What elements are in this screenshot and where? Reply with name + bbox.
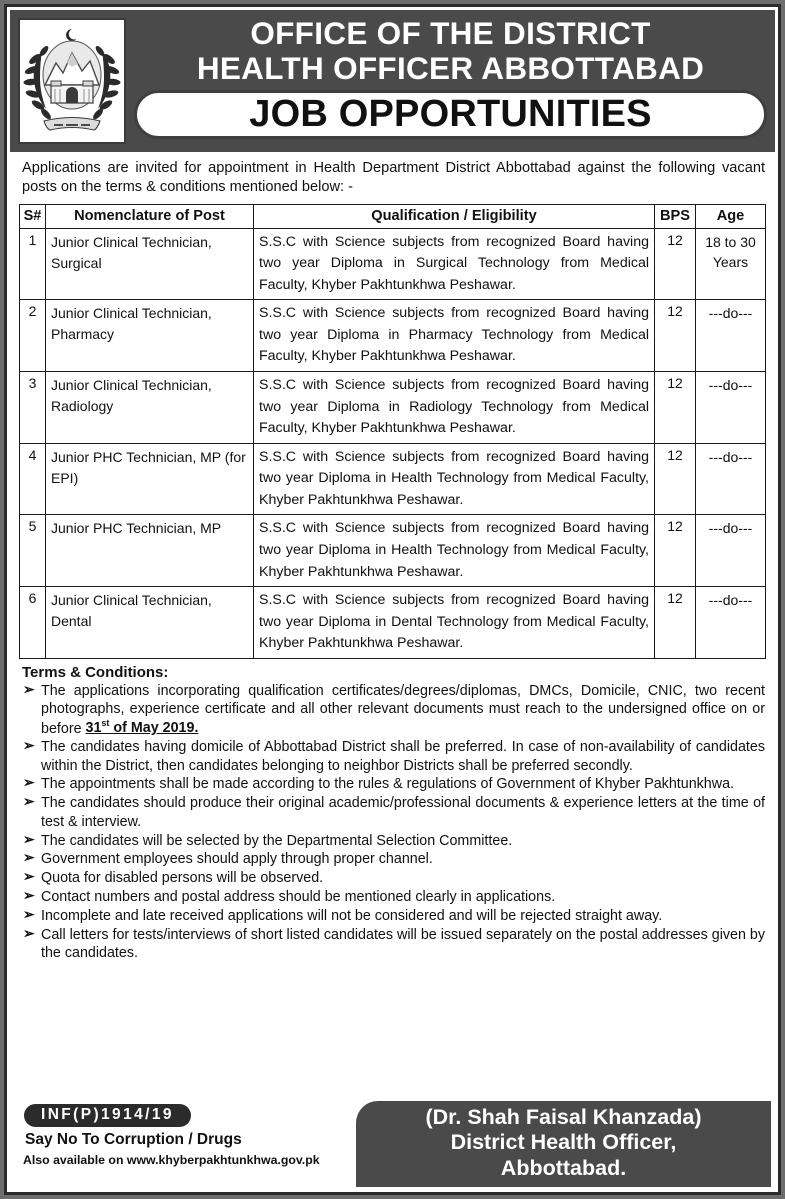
vacancies-table — [19, 204, 766, 659]
cell-sn: 3 — [20, 371, 46, 443]
advertisement-frame — [4, 4, 781, 1195]
application-deadline — [86, 720, 199, 736]
term-item — [22, 832, 765, 850]
term-text: Incomplete and late received applications will not be considered and will be rejected straight away. — [41, 907, 663, 924]
term-text: The appointments shall be made according to the rules & regulations of Government of Khyber Pakhtunkhwa. — [41, 776, 735, 793]
term-text: Government employees should apply through proper channel. — [41, 851, 433, 868]
terms-and-conditions-section — [10, 659, 775, 1101]
cell-nomenclature: Junior PHC Technician, MP — [46, 515, 254, 587]
deadline-day: 31 — [85, 720, 102, 737]
cell-qualification: S.S.C with Science subjects from recognized Board having two year Diploma in Health Technology from Medical Faculty, Khyber Pakhtunkhwa Peshawar. — [254, 443, 655, 515]
cell-sn: 1 — [20, 228, 46, 300]
table-row — [20, 300, 766, 372]
bullet-arrow-icon: ➢ — [23, 849, 35, 866]
cell-nomenclature: Junior Clinical Technician, Surgical — [46, 228, 254, 300]
header-banner — [10, 10, 775, 152]
column-header-sn: S# — [20, 204, 46, 228]
term-item — [22, 682, 765, 738]
inf-number-badge: INF(P)1914/19 — [24, 1104, 191, 1127]
cell-age: ---do--- — [696, 587, 766, 659]
cell-sn: 5 — [20, 515, 46, 587]
term-item — [22, 888, 765, 906]
cell-sn: 4 — [20, 443, 46, 515]
bullet-arrow-icon: ➢ — [23, 924, 35, 941]
cell-nomenclature: Junior Clinical Technician, Pharmacy — [46, 300, 254, 372]
intro-paragraph: Applications are invited for appointment in Health Department District Abbottabad against the following vacant posts on the terms & conditions mentioned below: - — [22, 160, 765, 196]
table-row — [20, 228, 766, 300]
terms-title: Terms & Conditions: — [22, 663, 169, 681]
cell-qualification: S.S.C with Science subjects from recognized Board having two year Diploma in Surgical Technology from Medical Faculty, Khyber Pakhtunkhwa Peshawar. — [254, 228, 655, 300]
bullet-arrow-icon: ➢ — [23, 793, 35, 810]
term-text: Quota for disabled persons will be observed. — [41, 870, 324, 887]
office-title-line2: HEALTH OFFICER ABBOTTABAD — [196, 50, 705, 87]
cell-age: 18 to 30 Years — [696, 228, 766, 300]
office-title — [130, 14, 775, 87]
cell-age: ---do--- — [696, 300, 766, 372]
table-row — [20, 515, 766, 587]
term-item — [22, 850, 765, 868]
anti-corruption-slogan: Say No To Corruption / Drugs — [25, 1131, 242, 1148]
cell-bps: 12 — [655, 371, 696, 443]
cell-nomenclature: Junior Clinical Technician, Radiology — [46, 371, 254, 443]
footer-section — [18, 1101, 771, 1187]
bullet-arrow-icon: ➢ — [23, 774, 35, 791]
cell-age: ---do--- — [696, 371, 766, 443]
term-text: The candidates will be selected by the Departmental Selection Committee. — [41, 832, 513, 849]
bullet-arrow-icon: ➢ — [23, 830, 35, 847]
signatory-block — [356, 1101, 771, 1187]
cell-qualification: S.S.C with Science subjects from recognized Board having two year Diploma in Health Technology from Medical Faculty, Khyber Pakhtunkhwa Peshawar. — [254, 515, 655, 587]
cell-bps: 12 — [655, 587, 696, 659]
bullet-arrow-icon: ➢ — [23, 905, 35, 922]
kp-government-emblem-icon — [18, 18, 126, 144]
term-item — [22, 775, 765, 793]
term-item — [22, 869, 765, 887]
cell-bps: 12 — [655, 300, 696, 372]
bullet-arrow-icon: ➢ — [23, 680, 35, 697]
footer-left-group — [18, 1101, 356, 1187]
signatory-name: (Dr. Shah Faisal Khanzada) — [425, 1104, 702, 1129]
column-header-age: Age — [696, 204, 766, 228]
term-text: The candidates having domicile of Abbottabad District shall be preferred. In case of non-availability of candidates within the District, then candidates belonging to neighbor Districts shall be preferred secondly. — [41, 739, 765, 774]
header-text-group — [130, 10, 775, 152]
bullet-arrow-icon: ➢ — [23, 868, 35, 885]
website-availability-note: Also available on www.khyberpakhtunkhwa.gov.pk — [23, 1153, 320, 1167]
term-item — [22, 907, 765, 925]
cell-age: ---do--- — [696, 515, 766, 587]
cell-bps: 12 — [655, 515, 696, 587]
term-text: Contact numbers and postal address should be mentioned clearly in applications. — [41, 889, 556, 906]
cell-qualification: S.S.C with Science subjects from recognized Board having two year Diploma in Radiology Technology from Medical Faculty, Khyber Pakhtunkhwa Peshawar. — [254, 371, 655, 443]
cell-bps: 12 — [655, 228, 696, 300]
column-header-nomenclature: Nomenclature of Post — [46, 204, 254, 228]
cell-sn: 6 — [20, 587, 46, 659]
cell-nomenclature: Junior PHC Technician, MP (for EPI) — [46, 443, 254, 515]
cell-sn: 2 — [20, 300, 46, 372]
terms-list — [22, 682, 765, 963]
signatory-title: District Health Officer, — [450, 1130, 677, 1155]
deadline-rest: of May 2019. — [109, 720, 199, 737]
column-header-bps: BPS — [655, 204, 696, 228]
bullet-arrow-icon: ➢ — [23, 887, 35, 904]
term-text: The applications incorporating qualification certificates/degrees/diplomas, DMCs, Domicile, CNIC, two recent photographs, experience certificate and all other relevant documents must reach to the undersigned office on or before — [41, 682, 765, 737]
column-header-qualification: Qualification / Eligibility — [254, 204, 655, 228]
cell-bps: 12 — [655, 443, 696, 515]
bullet-arrow-icon: ➢ — [23, 737, 35, 754]
term-text: The candidates should produce their original academic/professional documents & experience letters at the time of test & interview. — [41, 795, 765, 830]
table-row — [20, 587, 766, 659]
cell-age: ---do--- — [696, 443, 766, 515]
table-row — [20, 371, 766, 443]
office-title-line1: OFFICE OF THE DISTRICT — [250, 15, 651, 51]
signatory-city: Abbottabad. — [500, 1155, 627, 1180]
cell-nomenclature: Junior Clinical Technician, Dental — [46, 587, 254, 659]
table-row — [20, 443, 766, 515]
term-item — [22, 794, 765, 831]
deadline-ordinal: st — [101, 718, 110, 729]
job-opportunities-label: JOB OPPORTUNITIES — [249, 93, 652, 136]
cell-qualification: S.S.C with Science subjects from recognized Board having two year Diploma in Dental Technology from Medical Faculty, Khyber Pakhtunkhwa Peshawar. — [254, 587, 655, 659]
term-text: Call letters for tests/interviews of short listed candidates will be issued separately on the postal addresses given by the candidates. — [41, 926, 765, 962]
job-opportunities-banner — [134, 90, 767, 139]
cell-qualification: S.S.C with Science subjects from recognized Board having two year Diploma in Pharmacy Technology from Medical Faculty, Khyber Pakhtunkhwa Peshawar. — [254, 300, 655, 372]
term-item — [22, 926, 765, 963]
table-header-row — [20, 204, 766, 228]
term-item — [22, 738, 765, 775]
